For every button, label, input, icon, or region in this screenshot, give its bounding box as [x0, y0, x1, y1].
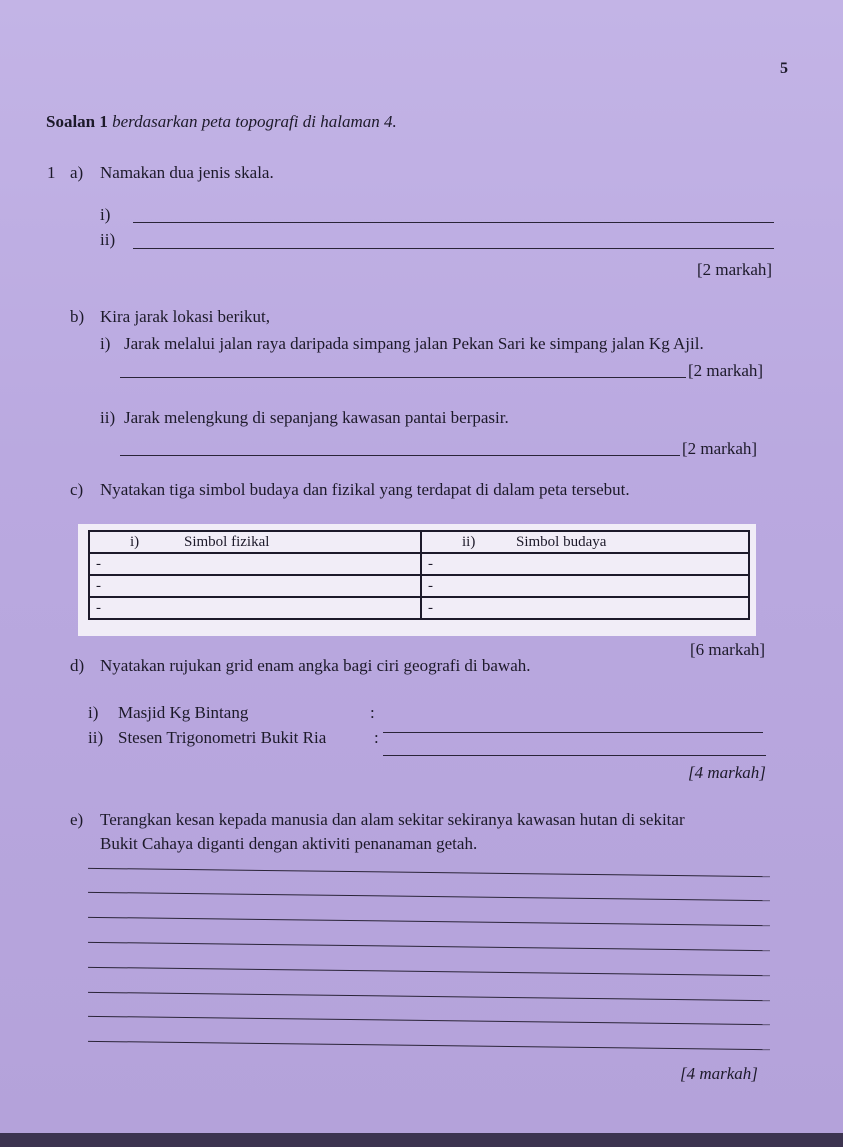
header-physical-num: i) — [130, 533, 140, 550]
qe-answer-line-8[interactable] — [88, 1041, 770, 1050]
qd-ii-label: ii) — [88, 728, 104, 747]
page-bottom-edge — [0, 1133, 843, 1147]
dash: - — [428, 555, 433, 572]
header-cultural — [421, 531, 749, 553]
qb-ii-text: Jarak melengkung di sepanjang kawasan pantai berpasir. — [124, 408, 509, 427]
qd-i-colon: : — [370, 703, 375, 722]
dash: - — [96, 577, 101, 594]
qe-line-1: Terangkan kesan kepada manusia dan alam sekitar sekiranya kawasan hutan di sekitar — [100, 810, 685, 829]
qe-answer-line-3[interactable] — [88, 917, 770, 926]
page-number: 5 — [780, 60, 788, 77]
header-physical-label: Simbol fizikal — [184, 533, 270, 550]
qd-text: Nyatakan rujukan grid enam angka bagi ciri geografi di bawah. — [100, 656, 531, 675]
cultural-answer-cell-3[interactable] — [421, 597, 749, 619]
qa-label: a) — [70, 163, 84, 182]
qd-label: d) — [70, 656, 85, 675]
qe-answer-line-6[interactable] — [88, 992, 770, 1001]
intro-bold: Soalan 1 — [46, 112, 108, 131]
qa-text: Namakan dua jenis skala. — [100, 163, 274, 182]
qb-i-label: i) — [100, 334, 111, 353]
intro-rest: berdasarkan peta topografi di halaman 4. — [112, 112, 397, 131]
qb-i-text: Jarak melalui jalan raya daripada simpang jalan Pekan Sari ke simpang jalan Kg Ajil. — [124, 334, 704, 353]
qa-item-1-label: i) — [100, 205, 111, 224]
qc-text: Nyatakan tiga simbol budaya dan fizikal yang terdapat di dalam peta tersebut. — [100, 480, 630, 499]
qa-answer-line-2[interactable] — [133, 248, 774, 249]
qd-ii-text: Stesen Trigonometri Bukit Ria — [118, 728, 327, 747]
qd-ii-colon: : — [374, 728, 379, 747]
qb-ii-marks: [2 markah] — [682, 439, 758, 458]
table-row — [89, 575, 749, 597]
table-header-row — [89, 531, 749, 553]
qb-ii-label: ii) — [100, 408, 116, 427]
qa-item-2-label: ii) — [100, 230, 116, 249]
cultural-answer-cell-1[interactable] — [421, 553, 749, 575]
qe-marks: [4 markah] — [680, 1064, 758, 1083]
dash: - — [96, 599, 101, 616]
table-row — [89, 553, 749, 575]
dash: - — [96, 555, 101, 572]
qe-line-2: Bukit Cahaya diganti dengan aktiviti penanaman getah. — [100, 834, 478, 853]
physical-answer-cell-1[interactable] — [89, 553, 421, 575]
qb-label: b) — [70, 307, 85, 326]
qd-ii-answer-line[interactable] — [383, 755, 766, 756]
qa-marks: [2 markah] — [697, 260, 773, 279]
qc-label: c) — [70, 480, 84, 499]
qa-answer-line-1[interactable] — [133, 222, 774, 223]
qe-answer-line-1[interactable] — [88, 868, 770, 877]
physical-answer-cell-2[interactable] — [89, 575, 421, 597]
dash: - — [428, 599, 433, 616]
qe-answer-line-7[interactable] — [88, 1016, 770, 1025]
qb-text: Kira jarak lokasi berikut, — [100, 307, 270, 326]
intro-text — [46, 112, 397, 132]
physical-answer-cell-3[interactable] — [89, 597, 421, 619]
header-physical — [89, 531, 421, 553]
dash: - — [428, 577, 433, 594]
symbol-table — [88, 530, 750, 620]
cultural-answer-cell-2[interactable] — [421, 575, 749, 597]
qe-answer-line-4[interactable] — [88, 942, 770, 951]
qe-answer-line-2[interactable] — [88, 892, 770, 901]
qd-marks: [4 markah] — [688, 763, 766, 782]
qb-i-answer-line[interactable] — [120, 377, 686, 378]
qd-i-answer-line[interactable] — [383, 732, 763, 733]
question-number: 1 — [47, 163, 56, 182]
qd-i-text: Masjid Kg Bintang — [118, 703, 249, 722]
header-cultural-num: ii) — [462, 533, 476, 550]
qe-label: e) — [70, 810, 84, 829]
qb-ii-answer-line[interactable] — [120, 455, 680, 456]
header-cultural-label: Simbol budaya — [516, 533, 607, 550]
qb-i-marks: [2 markah] — [688, 361, 764, 380]
qe-answer-line-5[interactable] — [88, 967, 770, 976]
qd-i-label: i) — [88, 703, 99, 722]
table-row — [89, 597, 749, 619]
qc-marks: [6 markah] — [690, 640, 766, 659]
